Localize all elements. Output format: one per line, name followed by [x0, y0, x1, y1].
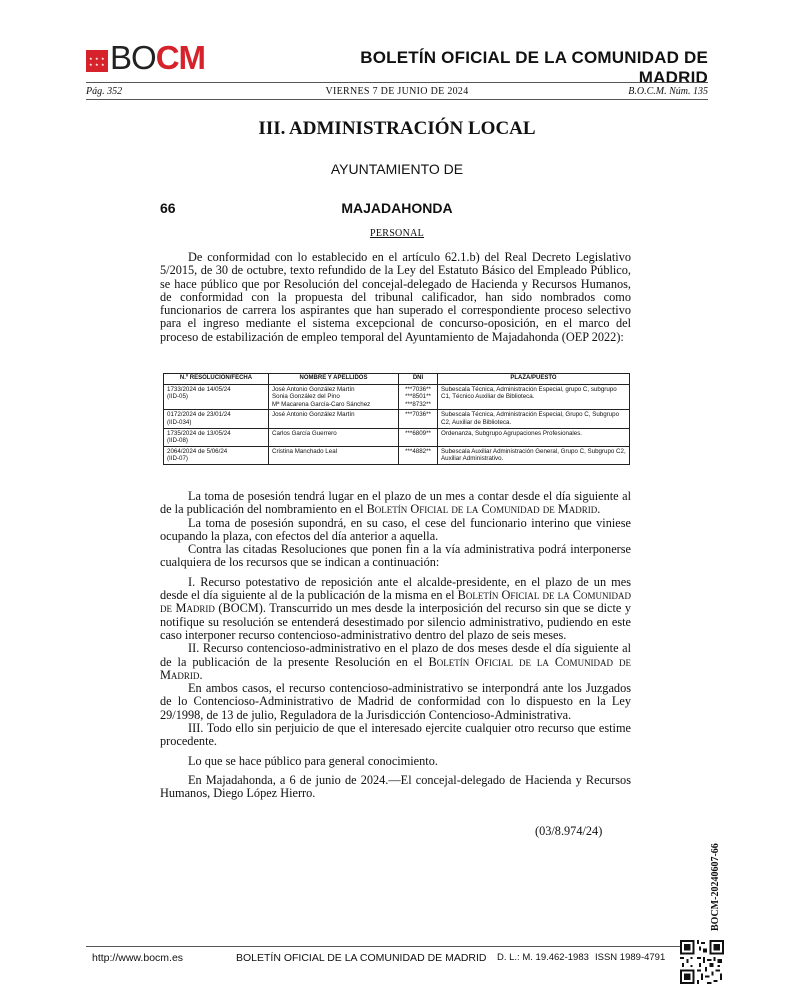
logo-cm: CM: [155, 39, 206, 76]
resolution-cell: [164, 446, 269, 464]
paragraph-recursos: Contra las citadas Resoluciones que ponen fin a la vía administrativa podrá interponerse cualquiera de los recursos que se indican a continuación:: [160, 542, 631, 570]
resolution-text: 1733/2024 de 14/05/24: [167, 385, 231, 393]
name-cell: Cristina Manchado Leal: [269, 446, 399, 464]
resolution-cell: [164, 384, 269, 410]
town-name: MAJADAHONDA: [341, 200, 453, 216]
position-cell: Ordenanza, Subgrupo Agrupaciones Profesionales.: [438, 428, 630, 446]
footer-title: BOLETÍN OFICIAL DE LA COMUNIDAD DE MADRID: [236, 952, 487, 964]
dni-cell: ***7036**: [399, 410, 438, 428]
table-row: [164, 428, 630, 446]
header-rule-top: [86, 82, 708, 83]
issue-number: B.O.C.M. Núm. 135: [628, 86, 708, 97]
resolution-cell: [164, 410, 269, 428]
person-name: Sonia González del Pino: [272, 393, 340, 401]
intro-text: De conformidad con lo establecido en el artículo 62.1.b) del Real Decreto Legislativo 5/2015, de 30 de octubre, texto refundido de la Ley del Estatuto Básico del Empleado Público, se hace público que por Resolución del concejal-delegado de Hacienda y Recursos Humanos, de conformidad con la propuesta del tribunal calificador, han sido nombrados como funcionarios de carrera los aspirantes que han superado el correspondiente proceso selectivo para el ingreso mediante el sistema excepcional de concurso-oposición, en el marco del proceso de estabilización de empleo temporal del Ayuntamiento de Majadahonda (OEP 2022):: [160, 250, 631, 344]
dni-cell: [399, 384, 438, 410]
reference-code: (03/8.974/24): [535, 824, 603, 838]
footer-url[interactable]: http://www.bocm.es: [92, 952, 184, 964]
paragraph-firma: En Majadahonda, a 6 de junio de 2024.—El concejal-delegado de Hacienda y Recursos Humanos, Diego López Hierro.: [160, 772, 631, 801]
footer-legal-deposit: D. L.: M. 19.462-1983: [497, 952, 589, 963]
dni-value: ***7036**: [405, 385, 431, 393]
header-rule-bottom: [86, 99, 708, 100]
footer-rule: [86, 946, 708, 947]
col-header-position: PLAZA/PUESTO: [438, 374, 630, 385]
person-name: José Antonio González Martín: [272, 385, 355, 393]
appointments-table: [163, 373, 630, 465]
dni-value: ***8501**: [405, 393, 431, 401]
col-header-resolution: N.º RESOLUCIÓN/FECHA: [164, 374, 269, 385]
resolution-code: (IID-034): [167, 418, 192, 426]
resolution-text: 1735/2024 de 13/05/24: [167, 429, 231, 437]
table-row: [164, 410, 630, 428]
resolution-text: 0172/2024 de 23/01/24: [167, 411, 231, 419]
person-name: Mª Macarena García-Caro Sánchez: [272, 400, 371, 408]
section-heading: III. ADMINISTRACIÓN LOCAL: [258, 118, 536, 139]
col-header-name: NOMBRE Y APELLIDOS: [269, 374, 399, 385]
footer-issn: ISSN 1989-4791: [595, 952, 666, 963]
dni-value: ***8732**: [405, 400, 431, 408]
table-header-row: [164, 374, 630, 385]
bocm-logo: [86, 40, 205, 76]
paragraph-toma-posesion: La toma de posesión tendrá lugar en el plazo de un mes a contar desde el día siguiente al de la publicación del nombramiento en el Boletín Oficial de la Comunidad de Madrid.: [160, 489, 631, 517]
paragraph-cese: La toma de posesión supondrá, en su caso, el cese del funcionario interino que viniese ocupando la plaza, con efectos del día anterior a aquella.: [160, 515, 631, 543]
body-text: [160, 490, 631, 801]
table-row: [164, 384, 630, 410]
resolution-code: (IID-07): [167, 455, 188, 463]
entry-number: 66: [160, 200, 176, 216]
resolution-code: (IID-05): [167, 393, 188, 401]
logo-bo: BO: [110, 39, 156, 76]
paragraph-publicacion: Lo que se hace público para general conocimiento.: [188, 753, 438, 768]
header-title: BOLETÍN OFICIAL DE LA COMUNIDAD DE MADRID: [360, 48, 708, 87]
col-header-dni: DNI: [399, 374, 438, 385]
position-cell: Subescala Técnica, Administración Especial, grupo C, subgrupo C1, Técnico Auxiliar de Biblioteca.: [438, 384, 630, 410]
position-cell: Subescala Auxiliar Administración General, Grupo C, Subgrupo C2, Auxiliar Administrativo.: [438, 446, 630, 464]
paragraph-recurso-contencioso: II. Recurso contencioso-administrativo en el plazo de dos meses desde el día siguiente al de la publicación de la presente Resolución en el Boletín Oficial de la Comunidad de Madrid.: [160, 641, 631, 682]
paragraph-juzgados: En ambos casos, el recurso contencioso-administrativo se interpondrá ante los Juzgados de lo Contencioso-Administrativo de Madrid de conformidad con lo dispuesto en la Ley 29/1998, de 13 de julio, Reguladora de la Jurisdicción Contencioso-Administrativa.: [160, 681, 631, 722]
dni-cell: ***4882**: [399, 446, 438, 464]
position-cell: Subescala Técnica, Administración Especial, Grupo C, Subgrupo C2, Auxiliar de Biblioteca.: [438, 410, 630, 428]
table-row: [164, 446, 630, 464]
page-number: Pág. 352: [86, 86, 123, 97]
name-cell: Carlos García Guerrero: [269, 428, 399, 446]
side-document-code: BOCM-20240607-66: [710, 843, 721, 931]
name-cell: [269, 384, 399, 410]
madrid-flag-icon: ★ ★ ★ ★ ★ ★: [86, 50, 108, 72]
topic-label: PERSONAL: [369, 228, 425, 239]
resolution-text: 2064/2024 de 5/06/24: [167, 447, 228, 455]
issue-date: VIERNES 7 DE JUNIO DE 2024: [325, 86, 469, 97]
name-cell: José Antonio González Martín: [269, 410, 399, 428]
paragraph-recurso-reposicion: I. Recurso potestativo de reposición ante el alcalde-presidente, en el plazo de un mes desde el día siguiente al de la publicación de la misma en el Boletín Oficial de la Comunidad de Madrid (BOCM). Transcurrido un mes desde la interposición del recurso sin que se dicte y notifique su resolución se entenderá desestimado por silencio administrativo, pudiendo en este caso interponer recurso contencioso-administrativo dentro del plazo de seis meses.: [160, 574, 631, 642]
intro-paragraph: [160, 251, 631, 344]
dni-cell: ***6809**: [399, 428, 438, 446]
ayuntamiento-label: AYUNTAMIENTO DE: [330, 161, 464, 177]
resolution-cell: [164, 428, 269, 446]
paragraph-otros-recursos: III. Todo ello sin perjuicio de que el interesado ejercite cualquier otro recurso que estime procedente.: [160, 721, 631, 749]
resolution-code: (IID-08): [167, 437, 188, 445]
qr-code-icon: [680, 940, 724, 984]
